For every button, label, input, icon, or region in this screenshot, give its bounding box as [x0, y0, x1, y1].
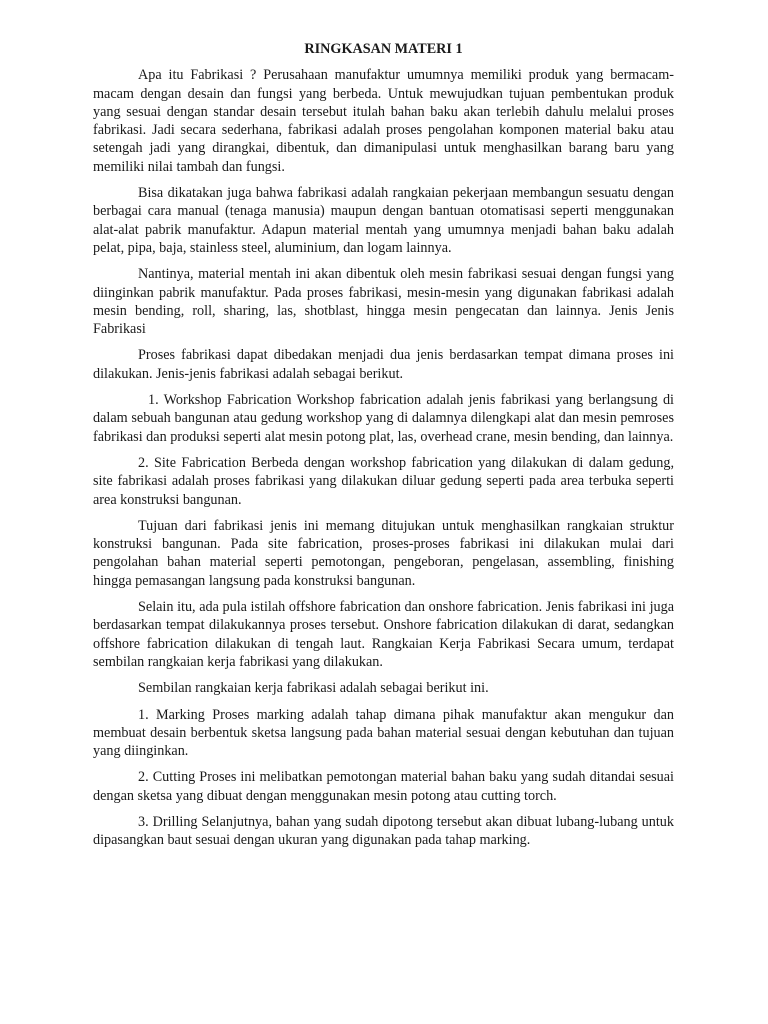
paragraph-drilling: 3. Drilling Selanjutnya, bahan yang sudah dipotong tersebut akan dibuat lubang-lubang untuk dipasangkan baut sesuai dengan ukuran yang digunakan pada tahap marking. [93, 813, 674, 849]
paragraph-rangkaian-kerja-intro: Sembilan rangkaian kerja fabrikasi adalah sebagai berikut ini. [138, 680, 489, 697]
document-title: RINGKASAN MATERI 1 [304, 41, 463, 57]
paragraph-jenis-fabrikasi-intro: Proses fabrikasi dapat dibedakan menjadi dua jenis berdasarkan tempat dimana proses ini dilakukan. Jenis-jenis fabrikasi adalah sebagai berikut. [93, 347, 674, 382]
paragraph-workshop-fabrication: 1. Workshop Fabrication Workshop fabrication adalah jenis fabrikasi yang berlangsung di dalam sebuah bangunan atau gedung workshop yang di dalamnya dilengkapi alat dan mesin pemroses fabrikasi dan produksi seperti alat mesin potong plat, las, overhead crane, mesin bending, dan lainnya. [93, 392, 674, 445]
paragraph-cutting: 2. Cutting Proses ini melibatkan pemotongan material bahan baku yang sudah ditandai sesuai dengan sketsa yang dibuat dengan menggunakan mesin potong atau cutting torch. [93, 769, 674, 804]
document-body [93, 40, 674, 858]
paragraph-mesin-fabrikasi: Nantinya, material mentah ini akan dibentuk oleh mesin fabrikasi sesuai dengan fungsi yang diinginkan pabrik manufaktur. Pada proses fabrikasi, mesin-mesin yang digunakan fabrikasi adalah mesin bending, roll, sharing, las, shotblast, hingga mesin pengecatan dan lainnya. Jenis Jenis Fabrikasi [93, 266, 674, 338]
paragraph-offshore-onshore: Selain itu, ada pula istilah offshore fabrication dan onshore fabrication. Jenis fabrikasi ini juga berdasarkan tempat dilakukannya proses tersebut. Onshore fabrication dilakukan di darat, sedangkan offshore fabrication dilakukan di tengah laut. Rangkaian Kerja Fabrikasi Secara umum, terdapat sembilan rangkaian kerja fabrikasi yang dilakukan. [93, 599, 674, 670]
paragraph-site-fabrication: 2. Site Fabrication Berbeda dengan workshop fabrication yang dilakukan di dalam gedung, site fabrikasi adalah proses fabrikasi yang dilakukan diluar gedung seperti pada area terbuka seperti area konstruksi bangunan. [93, 454, 674, 508]
paragraph-tujuan-site-fabrication: Tujuan dari fabrikasi jenis ini memang ditujukan untuk menghasilkan rangkaian struktur konstruksi bangunan. Pada site fabrication, proses-proses fabrikasi ini dilakukan mulai dari pengolahan bahan material seperti pemotongan, pengeboran, pengelasan, assembling, finishing hingga pemasangan langsung pada konstruksi bangunan. [93, 517, 674, 589]
paragraph-definisi-fabrikasi: Bisa dikatakan juga bahwa fabrikasi adalah rangkaian pekerjaan membangun sesuatu dengan berbagai cara manual (tenaga manusia) maupun dengan bantuan otomatisasi seperti menggunakan alat-alat pabrik manufaktur. Adapun material mentah yang umumnya menjadi bahan baku adalah pelat, pipa, baja, stainless steel, aluminium, dan logam lainnya. [93, 185, 674, 256]
paragraph-marking: 1. Marking Proses marking adalah tahap dimana pihak manufaktur akan mengukur dan membuat desain berbentuk sketsa langsung pada bahan material sesuai dengan kebutuhan dan tujuan yang diinginkan. [93, 706, 674, 760]
paragraph-apa-itu-fabrikasi: Apa itu Fabrikasi ? Perusahaan manufaktur umumnya memiliki produk yang bermacam-macam dengan desain dan fungsi yang berbeda. Untuk mewujudkan tujuan pembentukan produk yang sesuai dengan standar desain tersebut itulah bahan baku akan terlebih dahulu melalui proses fabrikasi. Jadi secara sederhana, fabrikasi adalah proses pengolahan komponen material baku atau setengah jadi yang dirangkai, dibentuk, dan dimanipulasi untuk menghasilkan barang baru yang memiliki nilai tambah dan fungsi. [93, 67, 674, 175]
